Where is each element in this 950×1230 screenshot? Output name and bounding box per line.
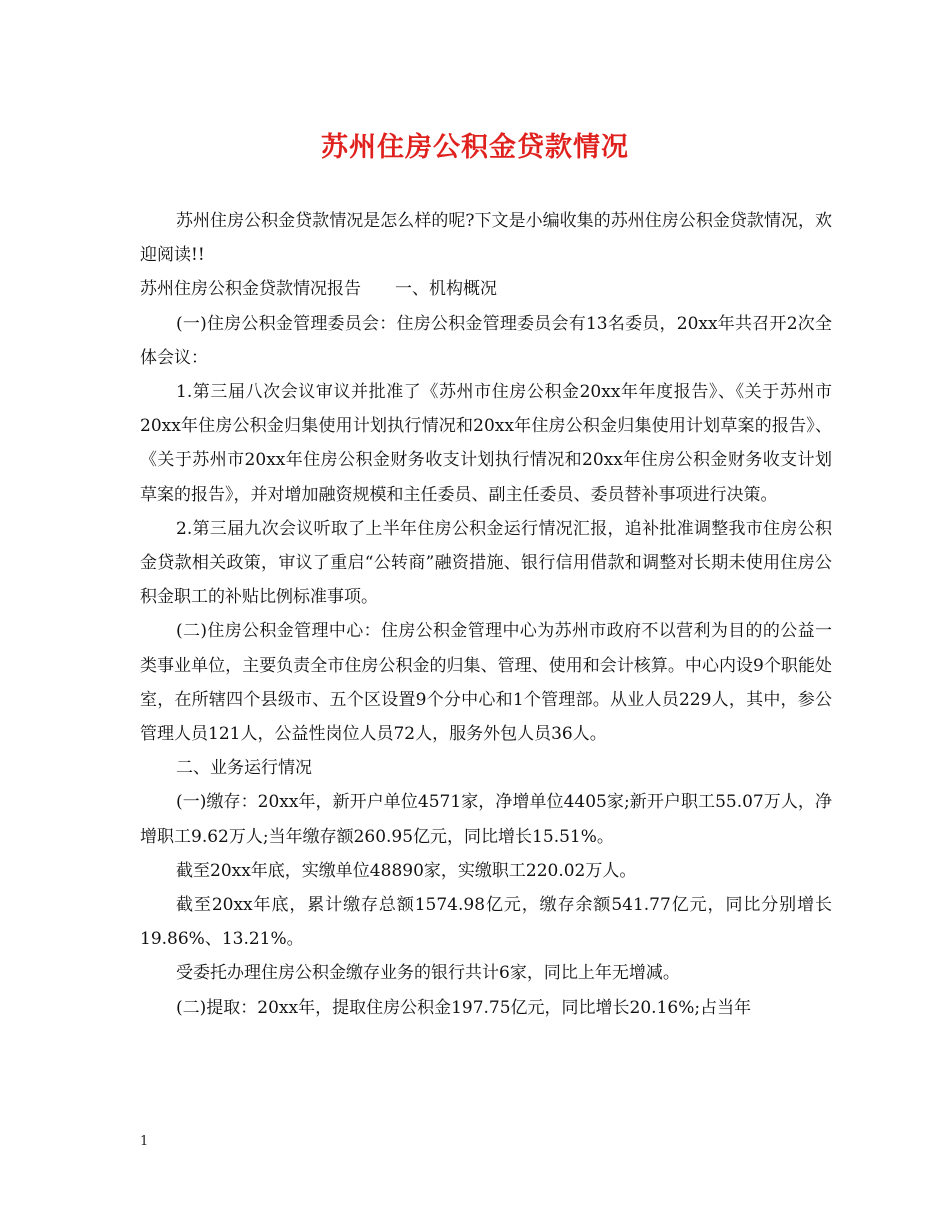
deposit-paragraph: (一)缴存：20xx年，新开户单位4571家，净增单位4405家;新开户职工55.07万人，净增职工9.62万人;当年缴存额260.95亿元，同比增长15.51%。: [140, 792, 832, 847]
meeting-nine-paragraph: 2.第三届九次会议听取了上半年住房公积金运行情况汇报，追补批准调整我市住房公积金贷款相关政策，审议了重启“公转商”融资措施、银行信用借款和调整对长期未使用住房公积金职工的补贴比例标准事项。: [140, 518, 832, 608]
document-body: [140, 204, 832, 1025]
withdrawal-paragraph: (二)提取：20xx年，提取住房公积金197.75亿元，同比增长20.16%;占当年: [176, 997, 752, 1018]
deposit-units-paragraph: 截至20xx年底，实缴单位48890家，实缴职工220.02万人。: [176, 860, 637, 881]
banks-paragraph: 受委托办理住房公积金缴存业务的银行共计6家，同比上年无增减。: [176, 963, 680, 984]
committee-paragraph: (一)住房公积金管理委员会：住房公积金管理委员会有13名委员，20xx年共召开2次全体会议：: [140, 313, 832, 368]
deposit-total-paragraph: 截至20xx年底，累计缴存总额1574.98亿元，缴存余额541.77亿元，同比分别增长19.86%、13.21%。: [140, 895, 832, 950]
report-heading: 苏州住房公积金贷款情况报告 一、机构概况: [140, 279, 497, 300]
page-number: 1: [140, 1134, 149, 1149]
intro-paragraph: 苏州住房公积金贷款情况是怎么样的呢?下文是小编收集的苏州住房公积金贷款情况，欢迎阅读!!: [140, 211, 832, 266]
management-center-paragraph: (二)住房公积金管理中心：住房公积金管理中心为苏州市政府不以营利为目的的公益一类事业单位，主要负责全市住房公积金的归集、管理、使用和会计核算。中心内设9个职能处室，在所辖四个县级市、五个区设置9个分中心和1个管理部。从业人员229人，其中，参公管理人员121人，公益性岗位人员72人，服务外包人员36人。: [140, 621, 832, 745]
section-heading-business: 二、业务运行情况: [176, 758, 312, 779]
meeting-eight-paragraph: 1.第三届八次会议审议并批准了《苏州市住房公积金20xx年年度报告》、《关于苏州市20xx年住房公积金归集使用计划执行情况和20xx年住房公积金归集使用计划草案的报告》、《关于苏州市20xx年住房公积金财务收支计划执行情况和20xx年住房公积金财务收支计划草案的报告》，并对增加融资规模和主任委员、副主任委员、委员替补事项进行决策。: [140, 382, 832, 505]
document-title: 苏州住房公积金贷款情况: [321, 132, 629, 163]
